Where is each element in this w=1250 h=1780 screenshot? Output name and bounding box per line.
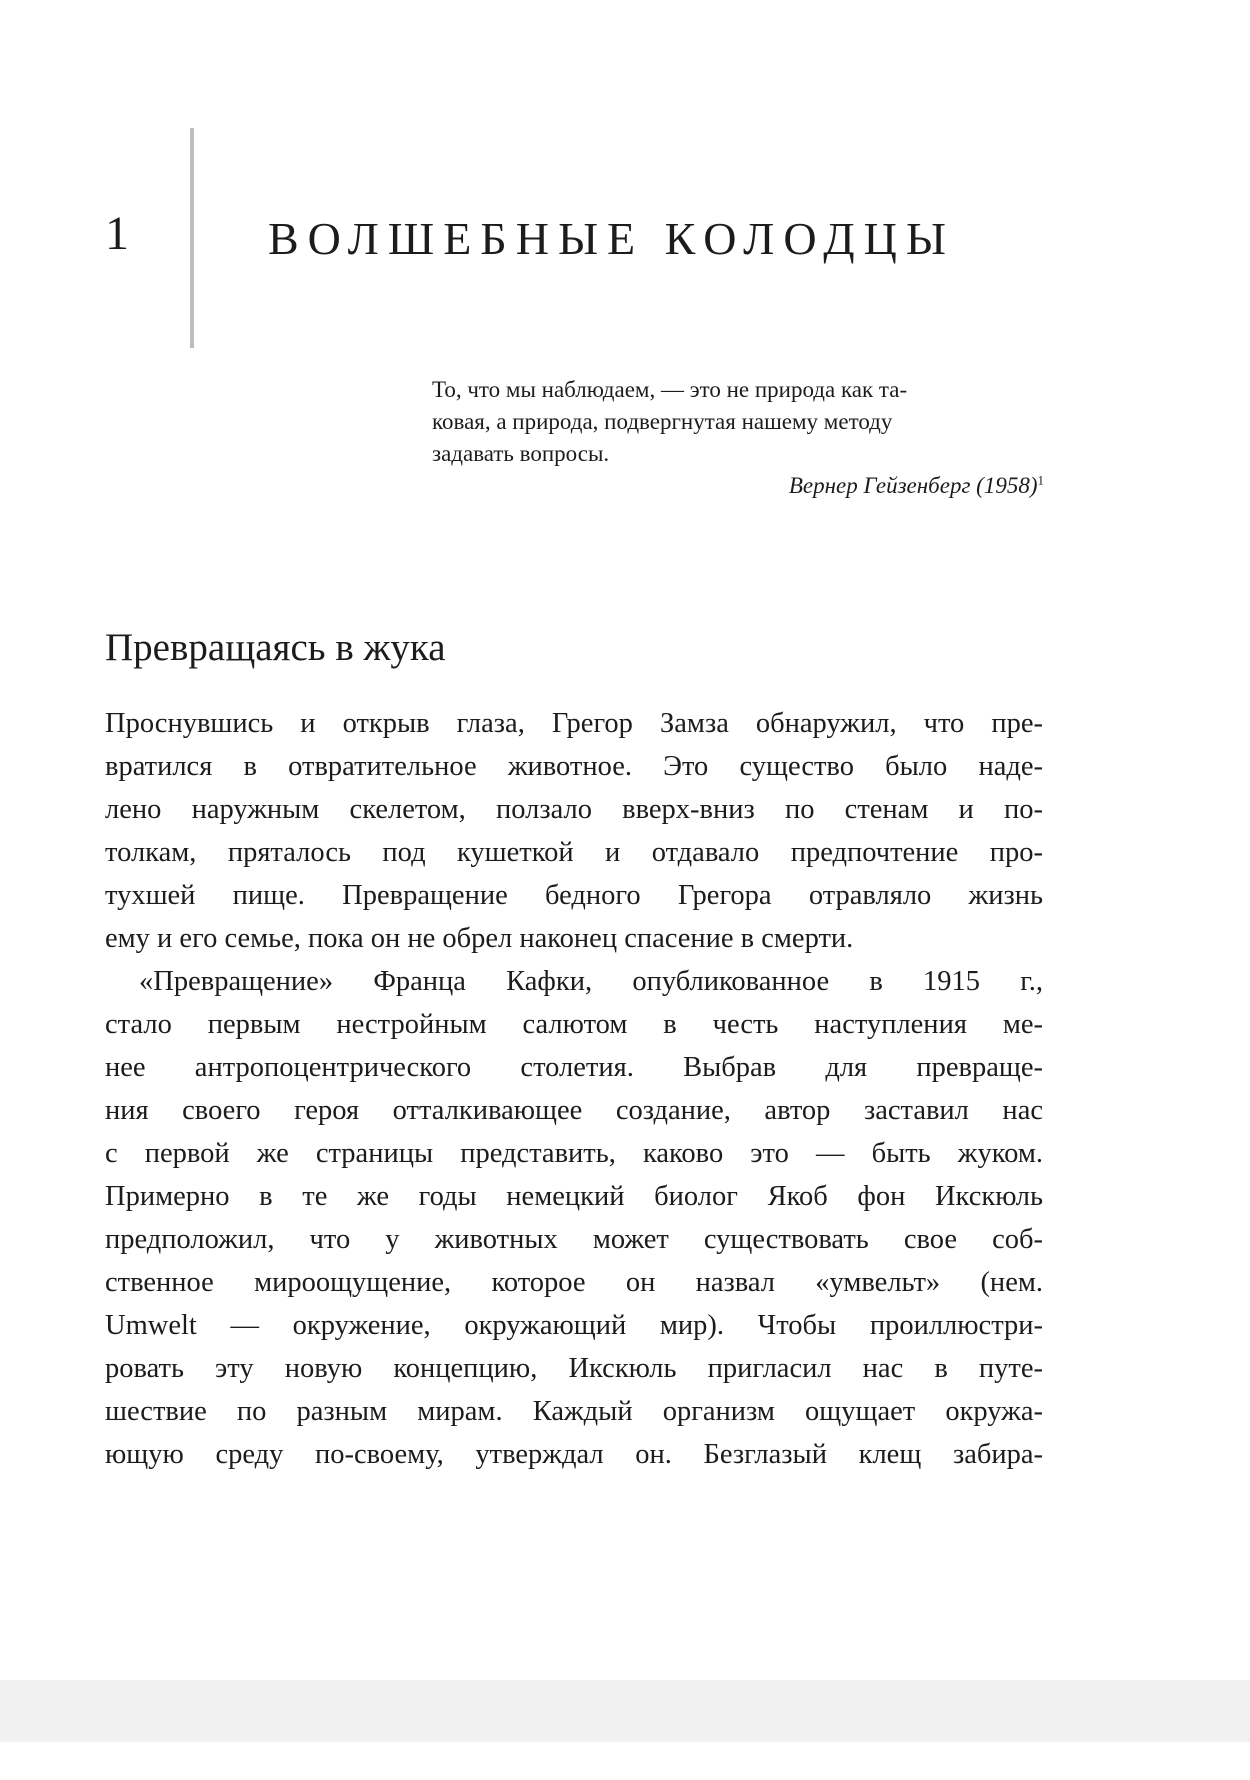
text-line: Umwelt — окружение, окружающий мир). Чтобы проиллюстри- [105,1310,1043,1341]
epigraph-line: ковая, а природа, подвергнутая нашему методу [432,409,893,434]
text-line: ния своего героя отталкивающее создание, автор заставил нас [105,1095,1043,1126]
text-line: вратился в отвратительное животное. Это существо было наде- [105,751,1043,782]
text-line: ему и его семье, пока он не обрел наконец спасение в смерти. [105,923,854,954]
text-line: ственное мироощущение, которое он назвал «умвельт» (нем. [105,1267,1043,1298]
epigraph-line: задавать вопросы. [432,441,610,466]
epigraph-line: То, что мы наблюдаем, — это не природа как та- [432,377,908,402]
attribution-text: Вернер Гейзенберг (1958) [788,473,1038,498]
epigraph-attribution [432,470,1044,502]
text-line: Примерно в те же годы немецкий биолог Якоб фон Икскюль [105,1181,1043,1212]
text-line: предположил, что у животных может существовать свое соб- [105,1224,1043,1255]
chapter-title: ВОЛШЕБНЫЕ КОЛОДЦЫ [268,213,955,264]
chapter-number: 1 [105,207,129,260]
text-line: Проснувшись и открыв глаза, Грегор Замза обнаружил, что пре- [105,708,1043,739]
text-line: нее антропоцентрического столетия. Выбрав для превраще- [105,1052,1043,1083]
text-line: стало первым нестройным салютом в честь наступления ме- [105,1009,1043,1040]
section-heading: Превращаясь в жука [105,626,446,669]
text-line: ровать эту новую концепцию, Икскюль пригласил нас в путе- [105,1353,1043,1384]
body-text [105,702,1043,1476]
viewer-bottom-band [0,1680,1250,1742]
text-line: «Превращение» Франца Кафки, опубликованное в 1915 г., [139,966,1043,997]
text-line: толкам, пряталось под кушеткой и отдавало предпочтение про- [105,837,1043,868]
text-line: лено наружным скелетом, ползало вверх-вниз по стенам и по- [105,794,1043,825]
text-line: тухшей пище. Превращение бедного Грегора отравляло жизнь [105,880,1043,911]
chapter-divider [190,128,194,348]
epigraph [432,374,1044,502]
text-line: шествие по разным мирам. Каждый организм ощущает окружа- [105,1396,1043,1427]
text-line: ющую среду по-своему, утверждал он. Безглазый клещ забира- [105,1439,1043,1470]
footnote-mark[interactable]: 1 [1037,472,1044,488]
text-line: с первой же страницы представить, каково это — быть жуком. [105,1138,1043,1169]
